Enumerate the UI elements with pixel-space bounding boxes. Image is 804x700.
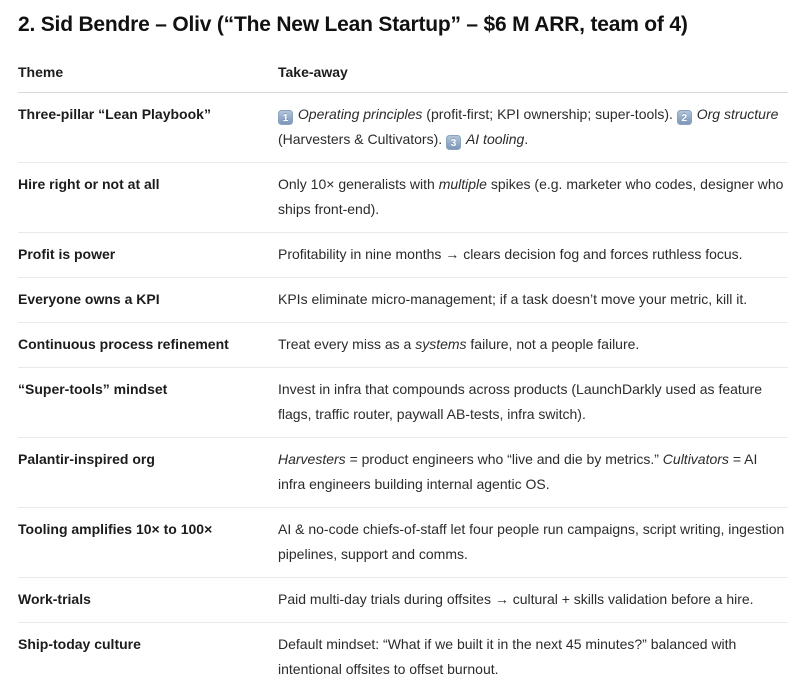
column-header-takeaway: Take-away — [278, 56, 788, 93]
takeaway-cell — [278, 438, 788, 508]
takeaway-cell — [278, 508, 788, 578]
body-text: Default mindset: “What if we built it in the next 45 minutes?” balanced with intentional offsites to offset burnout. — [278, 636, 737, 677]
emphasis-text: Org structure — [696, 106, 779, 122]
table-row — [18, 163, 788, 233]
emphasis-text: Operating principles — [297, 106, 423, 122]
body-text: = AI infra engineers building internal agentic OS. — [278, 451, 758, 492]
emphasis-text: Cultivators — [662, 451, 729, 467]
body-text: AI & no-code chiefs-of-staff let four people run campaigns, script writing, ingestion pipelines, support and comms. — [278, 521, 785, 562]
section-title: 2. Sid Bendre – Oliv (“The New Lean Startup” – $6 M ARR, team of 4) — [18, 13, 688, 36]
body-text: failure, not a people failure. — [466, 336, 640, 352]
emphasis-text: multiple — [438, 176, 487, 192]
takeaway-cell — [278, 233, 788, 278]
emphasis-text: Harvesters — [278, 451, 346, 467]
emphasis-text: AI tooling — [465, 131, 525, 147]
theme-cell: Palantir-inspired org — [18, 438, 278, 508]
takeaway-cell — [278, 368, 788, 438]
emphasis-text: systems — [415, 336, 467, 352]
takeaway-cell — [278, 578, 788, 623]
takeaway-cell — [278, 93, 788, 163]
body-text: Only 10× generalists with — [278, 176, 439, 192]
body-text: spikes (e.g. marketer who codes, designer who ships front-end). — [278, 176, 784, 217]
theme-cell: Profit is power — [18, 233, 278, 278]
table-row — [18, 508, 788, 578]
table-row — [18, 323, 788, 368]
body-text: = product engineers who “live and die by metrics.” — [345, 451, 663, 467]
table-row — [18, 438, 788, 508]
theme-cell: “Super-tools” mindset — [18, 368, 278, 438]
keycap-3-icon: 3 — [446, 135, 461, 150]
theme-cell: Work-trials — [18, 578, 278, 623]
takeaway-cell — [278, 163, 788, 233]
column-header-theme: Theme — [18, 56, 278, 93]
table-row — [18, 233, 788, 278]
body-text: Invest in infra that compounds across products (LaunchDarkly used as feature flags, traffic router, paywall AB-tests, infra switch). — [278, 381, 763, 422]
keycap-2-icon: 2 — [677, 110, 692, 125]
body-text: (Harvesters & Cultivators). — [278, 131, 447, 147]
body-text: (profit-first; KPI ownership; super-tools). — [422, 106, 677, 122]
table-row — [18, 578, 788, 623]
body-text: Treat every miss as a — [278, 336, 416, 352]
theme-cell: Everyone owns a KPI — [18, 278, 278, 323]
takeaway-cell — [278, 623, 788, 693]
keycap-1-icon: 1 — [278, 110, 293, 125]
theme-cell: Continuous process refinement — [18, 323, 278, 368]
theme-cell: Hire right or not at all — [18, 163, 278, 233]
table-body — [18, 93, 788, 693]
table-header-row — [18, 56, 788, 93]
body-text: Profitability in nine months → clears decision fog and forces ruthless focus. — [278, 246, 743, 262]
body-text: . — [524, 131, 529, 147]
body-text: KPIs eliminate micro-management; if a task doesn’t move your metric, kill it. — [278, 291, 748, 307]
theme-cell: Ship-today culture — [18, 636, 141, 652]
takeaway-cell — [278, 278, 788, 323]
body-text: Paid multi-day trials during offsites → cultural + skills validation before a hire. — [278, 591, 754, 607]
table-row — [18, 93, 788, 163]
theme-cell: Three-pillar “Lean Playbook” — [18, 93, 278, 163]
summary-table — [18, 56, 788, 692]
table-row — [18, 623, 788, 693]
takeaway-cell — [278, 323, 788, 368]
table-row — [18, 368, 788, 438]
table-row — [18, 278, 788, 323]
theme-cell: Tooling amplifies 10× to 100× — [18, 508, 278, 578]
